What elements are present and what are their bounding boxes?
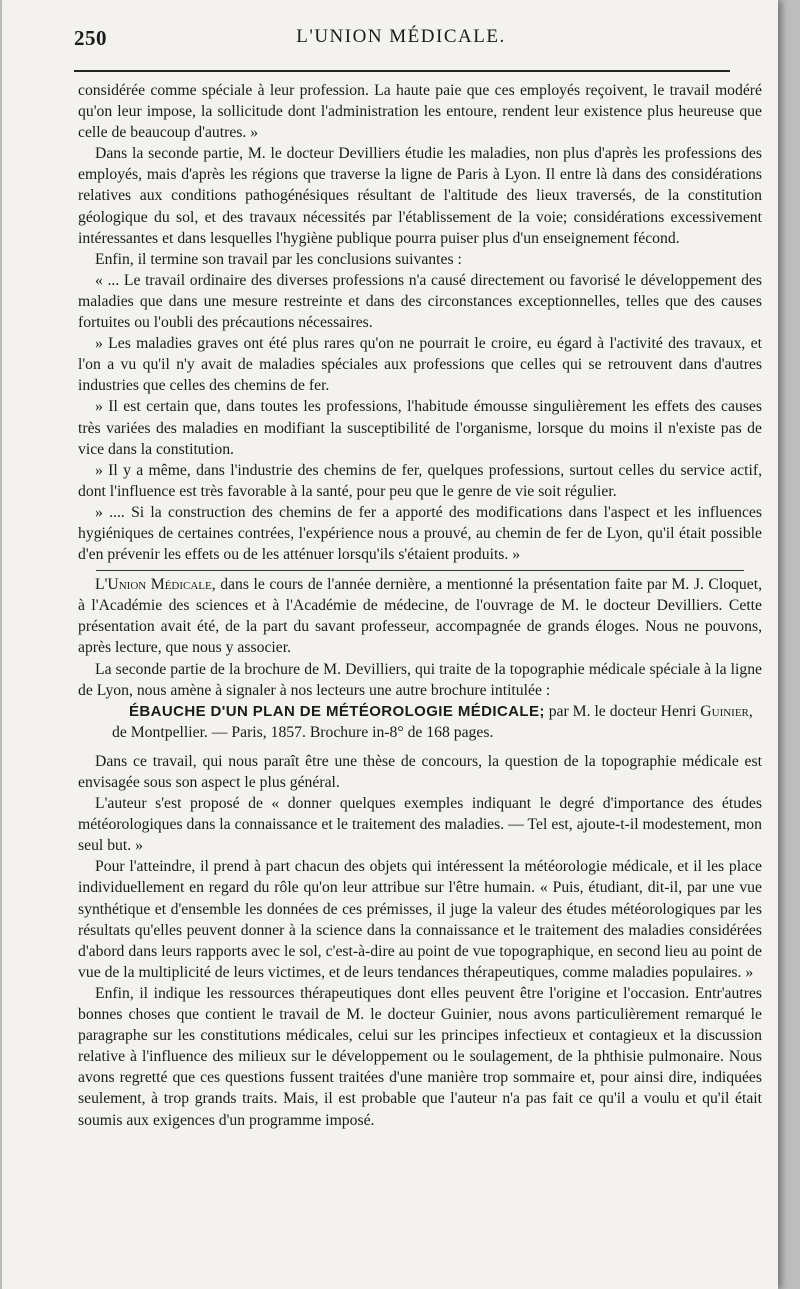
paragraph (78, 574, 762, 658)
article-body (78, 80, 762, 1131)
review-heading (78, 701, 762, 743)
page-number: 250 (74, 26, 107, 50)
publication-info: , de Montpellier. — Paris, 1857. Brochure in-8° de 168 pages. (112, 702, 753, 741)
review-by: par M. le docteur Henri (544, 702, 701, 720)
book-title: ÉBAUCHE D'UN PLAN DE MÉTÉOROLOGIE MÉDICALE; (129, 702, 545, 720)
paragraph-text: , dans le cours de l'année dernière, a mentionné la présentation faite par M. J. Cloquet, à l'Académie des sciences et à l'Académie de médecine, de l'ouvrage de M. le docteur Devilliers. Cette présentation avait été, de la part du savant professeur, accompagnée de grands éloges. Nous ne pouvons, après lecture, que nous y associer. (78, 576, 762, 657)
paragraph: Dans ce travail, qui nous paraît être une thèse de concours, la question de la topographie médicale est envisagée sous son aspect le plus général. (78, 752, 762, 791)
quote-paragraph: » Il est certain que, dans toutes les professions, l'habitude émousse singulièrement les effets des causes très variées des maladies en modifiant la susceptibilité de l'organisme, lorsque du moins il n'existe pas de vice dans la constitution. (78, 398, 762, 458)
running-title: L'UNION MÉDICALE. (296, 26, 506, 47)
author-name: Guinier (700, 702, 749, 720)
quote-paragraph: « ... Le travail ordinaire des diverses professions n'a causé directement ou favorisé le développement des maladies que dans une mesure restreinte et dans des circonstances exceptionnelles, telles que des causes fortuites ou l'oubli des précautions nécessaires. (78, 271, 762, 332)
paragraph: Enfin, il termine son travail par les conclusions suivantes : (95, 250, 462, 268)
paragraph: La seconde partie de la brochure de M. Devilliers, qui traite de la topographie médicale spéciale à la ligne de Lyon, nous amène à signaler à nos lecteurs une autre brochure intitulée : (78, 660, 762, 699)
page-header (74, 26, 728, 52)
paragraph: Enfin, il indique les ressources thérapeutiques dont elles peuvent être l'origine et l'occasion. Entr'autres bonnes choses que contient le travail de M. le docteur Guinier, nous avons particulièrement remarqué le paragraphe sur les constitutions médicales, celui sur les principes infectieux et contagieux et la discussion relative à l'influence des milieux sur le développement ou le soulagement, de la phthisie pulmonaire. Nous avons regretté que ces questions fussent traitées d'une manière trop sommaire et, pour ainsi dire, indiquées seulement, à trop grands traits. Mais, il est probable que l'auteur n'a pas fait ce qu'il a voulu et qu'il était soumis aux exigences d'un programme imposé. (78, 984, 762, 1129)
journal-name: L'Union Médicale (95, 576, 212, 594)
journal-page (2, 0, 778, 1289)
header-rule (74, 70, 730, 72)
paragraph: Pour l'atteindre, il prend à part chacun des objets qui intéressent la météorologie médicale, et il les place individuellement en regard du rôle qu'on leur attribue sur l'être humain. « Puis, étudiant, dit-il, par une vue synthétique et d'ensemble les données de ces prémisses, il juge la valeur des études météorologiques par les résultats qu'elles peuvent donner à la science dans la connaissance et le traitement des maladies considérées d'abord dans leurs rapports avec le sol, c'est-à-dire au point de vue topographique, en second lieu au point de vue de la multiplicité de leurs victimes, et de leurs tendances thérapeutiques, comme maladies populaires. » (78, 858, 762, 981)
quote-paragraph: » Les maladies graves ont été plus rares qu'on ne pourrait le croire, eu égard à l'activité des travaux, et l'on a vu qu'il n'y avait de maladies spéciales aux professions que celles qui se retrouvent dans d'autres industries que celles des chemins de fer. (78, 335, 762, 395)
quote-paragraph: » .... Si la construction des chemins de fer a apporté des modifications dans l'aspect et les influences hygiéniques de certaines contrées, l'expérience nous a prouvé, au chemin de fer de Lyon, qu'il était possible d'en prévenir les effets ou de les atténuer lorsqu'ils s'étaient produits. » (78, 503, 762, 564)
paragraph: Dans la seconde partie, M. le docteur Devilliers étudie les maladies, non plus d'après les professions des employés, mais d'après les régions que traverse la ligne de Paris à Lyon. Il entre là dans des considérations relatives aux conditions pathogénésiques résultant de l'altitude des lieux traversés, de la constitution géologique du sol, et des travaux nécessités par l'établissement de la voie; considérations excessivement intéressantes et dans lesquelles l'hygiène publique pourra puiser plus d'un enseignement fécond. (78, 145, 762, 247)
spacer (78, 743, 762, 751)
paragraph: considérée comme spéciale à leur profession. La haute paie que ces employés reçoivent, le travail modéré qu'on leur impose, la sollicitude dont l'administration les entoure, rendent leur existence plus heureuse que celle de beaucoup d'autres. » (78, 82, 762, 142)
quote-paragraph: » Il y a même, dans l'industrie des chemins de fer, quelques professions, surtout celles du service actif, dont l'influence est très favorable à la santé, pour peu que le genre de vie soit régulier. (78, 461, 762, 500)
section-divider (96, 570, 744, 571)
paragraph: L'auteur s'est proposé de « donner quelques exemples indiquant le degré d'importance des études météorologiques dans la connaissance et le traitement des maladies. — Tel est, ajoute-t-il modestement, mon seul but. » (78, 795, 762, 855)
